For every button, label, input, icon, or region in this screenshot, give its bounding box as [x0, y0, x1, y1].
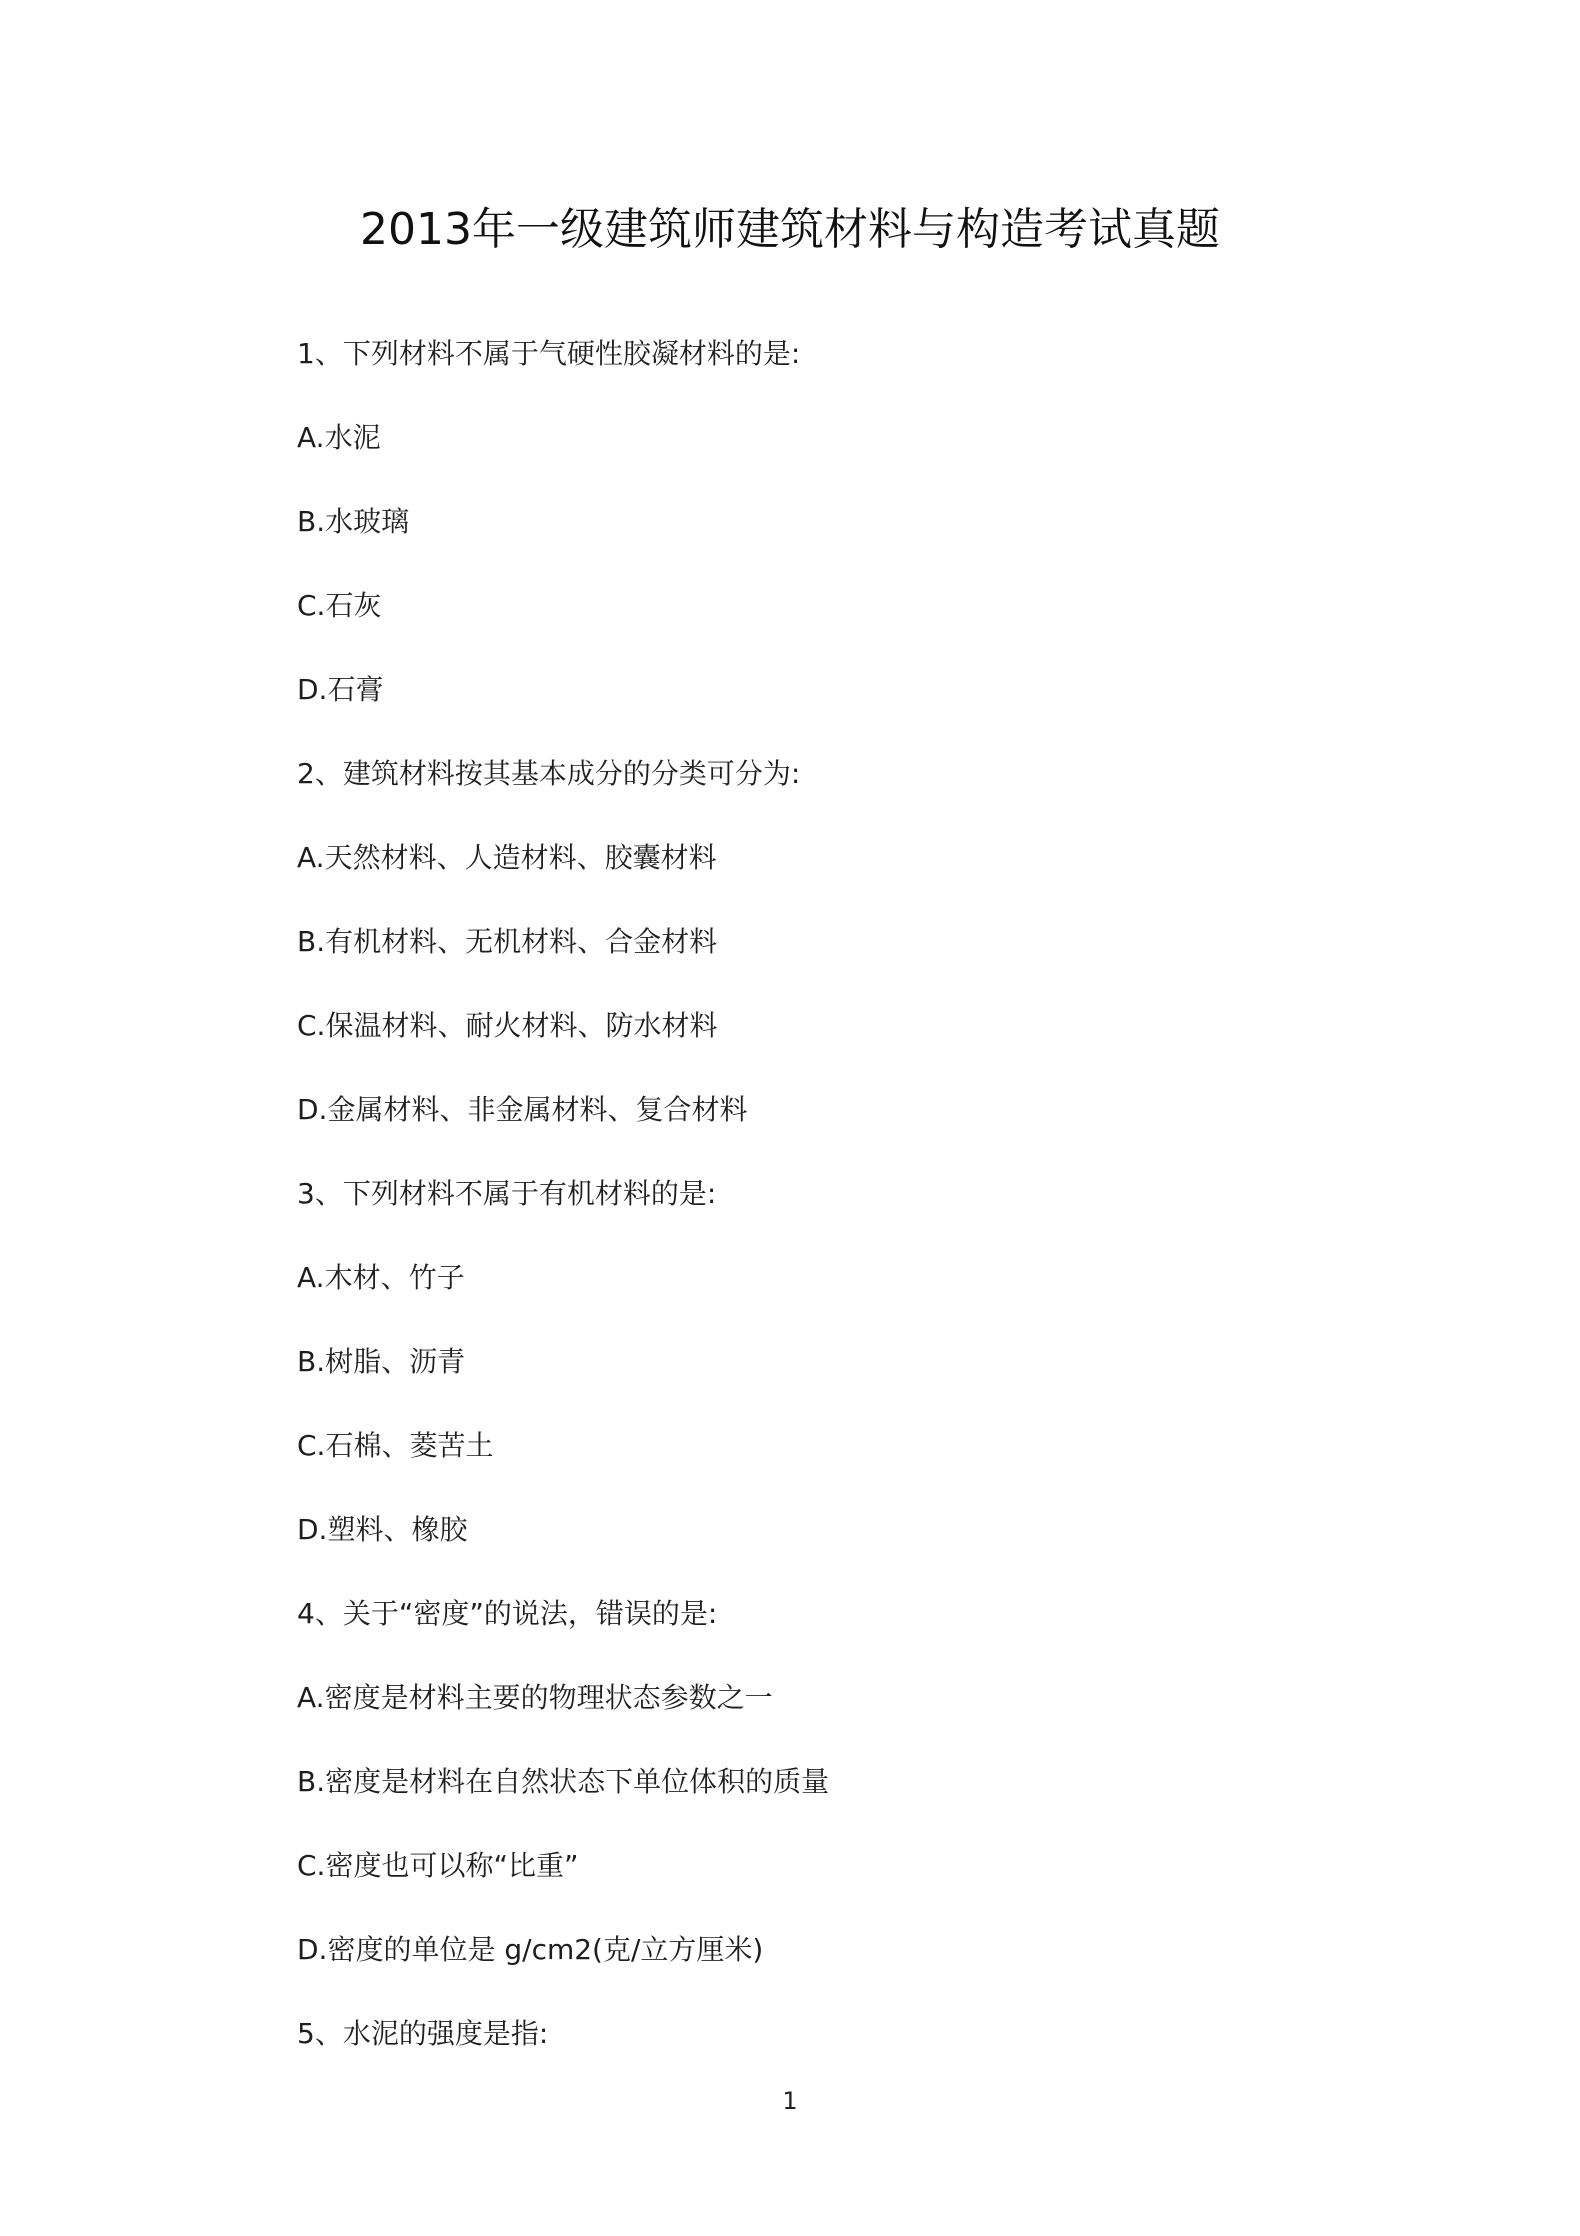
question-1-option-c: C.石灰: [297, 589, 382, 622]
question-4-option-a: A.密度是材料主要的物理状态参数之一: [297, 1681, 773, 1714]
question-3-option-b: B.树脂、沥青: [297, 1345, 466, 1378]
question-2-option-b: B.有机材料、无机材料、合金材料: [297, 925, 718, 958]
question-3-stem: 3、下列材料不属于有机材料的是:: [297, 1177, 717, 1210]
question-4-stem: 4、关于“密度”的说法，错误的是:: [297, 1597, 718, 1630]
document-title: 2013年一级建筑师建筑材料与构造考试真题: [360, 204, 1220, 255]
question-1-stem: 1、下列材料不属于气硬性胶凝材料的是:: [297, 337, 801, 370]
question-4-option-d: D.密度的单位是 g/cm2(克/立方厘米): [297, 1933, 764, 1966]
question-2-stem: 2、建筑材料按其基本成分的分类可分为:: [297, 757, 801, 790]
question-2-option-d: D.金属材料、非金属材料、复合材料: [297, 1093, 748, 1126]
question-3-option-d: D.塑料、橡胶: [297, 1513, 468, 1546]
question-3-option-c: C.石棉、菱苦土: [297, 1429, 494, 1462]
question-4-option-b: B.密度是材料在自然状态下单位体积的质量: [297, 1765, 830, 1798]
question-5-stem: 5、水泥的强度是指:: [297, 2017, 549, 2050]
question-2-option-a: A.天然材料、人造材料、胶囊材料: [297, 841, 717, 874]
question-1-option-a: A.水泥: [297, 421, 381, 454]
question-3-option-a: A.木材、竹子: [297, 1261, 465, 1294]
question-2-option-c: C.保温材料、耐火材料、防水材料: [297, 1009, 718, 1042]
question-4-option-c: C.密度也可以称“比重”: [297, 1849, 579, 1882]
question-1-option-d: D.石膏: [297, 673, 384, 706]
page-number: 1: [782, 2087, 798, 2115]
question-1-option-b: B.水玻璃: [297, 505, 410, 538]
question-list: [297, 334, 1397, 2098]
